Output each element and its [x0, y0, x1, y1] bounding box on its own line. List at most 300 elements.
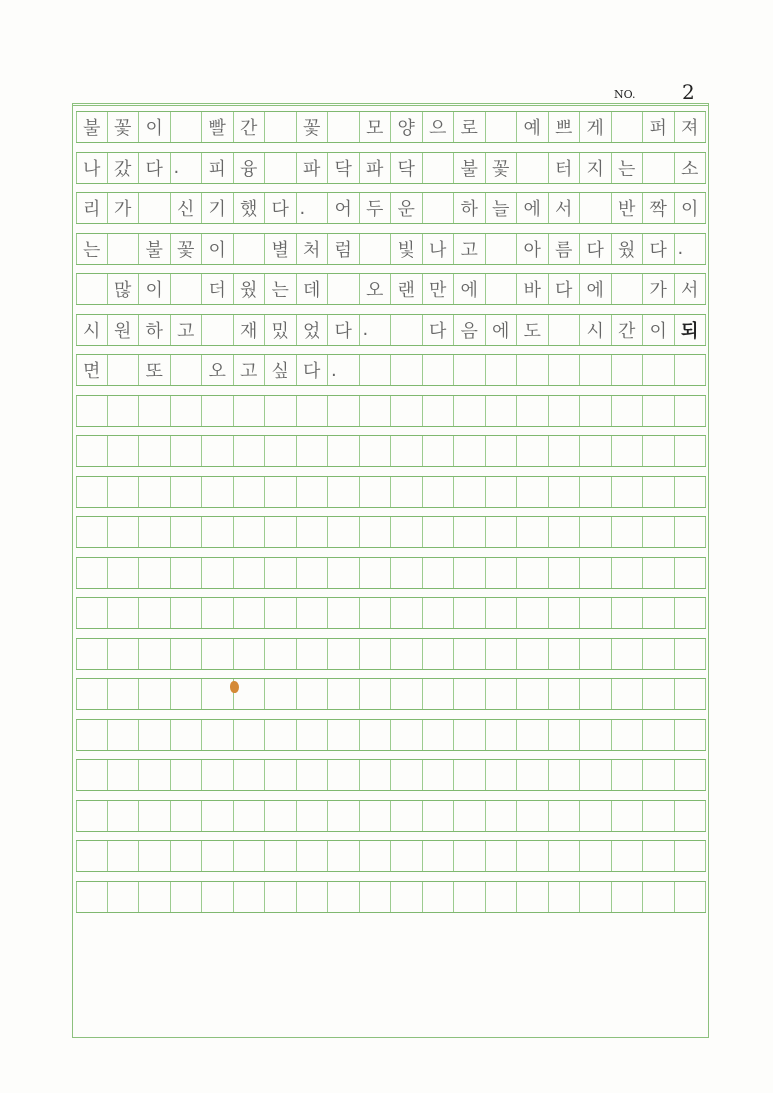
grid-cell: 밌 — [265, 315, 297, 345]
empty-cell — [391, 679, 423, 709]
empty-cell — [423, 517, 455, 547]
grid-cell: 는 — [612, 153, 644, 183]
empty-cell — [549, 598, 581, 628]
empty-cell — [328, 679, 360, 709]
empty-cell — [549, 436, 581, 466]
grid-cell: 다 — [328, 315, 360, 345]
grid-cell: 는 — [265, 274, 297, 304]
grid-cell — [454, 355, 486, 385]
grid-cell: 아 — [517, 234, 549, 264]
grid-cell — [139, 193, 171, 223]
grid-cell: 면 — [76, 355, 108, 385]
grid-cell — [423, 355, 455, 385]
empty-cell — [297, 558, 329, 588]
empty-row — [76, 759, 706, 791]
empty-cell — [202, 598, 234, 628]
writing-row — [76, 314, 706, 346]
writing-row — [76, 152, 706, 184]
grid-cell: 더 — [202, 274, 234, 304]
empty-cell — [202, 436, 234, 466]
grid-cell: 시 — [580, 315, 612, 345]
grid-cell: 빨 — [202, 112, 234, 142]
grid-cell: 빛 — [391, 234, 423, 264]
empty-row — [76, 557, 706, 589]
grid-cell — [517, 153, 549, 183]
empty-cell — [643, 558, 675, 588]
empty-cell — [328, 720, 360, 750]
empty-cell — [108, 841, 140, 871]
grid-cell: 다 — [643, 234, 675, 264]
empty-cell — [139, 801, 171, 831]
empty-cell — [171, 882, 203, 912]
grid-cell: 웠 — [234, 274, 266, 304]
empty-cell — [612, 882, 644, 912]
empty-cell — [643, 882, 675, 912]
empty-cell — [360, 396, 392, 426]
grid-cell — [549, 355, 581, 385]
empty-cell — [580, 598, 612, 628]
empty-row — [76, 476, 706, 508]
empty-cell — [171, 436, 203, 466]
empty-cell — [297, 801, 329, 831]
grid-cell: 불 — [76, 112, 108, 142]
empty-cell — [76, 801, 108, 831]
grid-cell — [612, 274, 644, 304]
empty-cell — [423, 558, 455, 588]
empty-cell — [328, 639, 360, 669]
empty-cell — [171, 639, 203, 669]
grid-cell: 가 — [643, 274, 675, 304]
empty-cell — [580, 720, 612, 750]
empty-cell — [423, 477, 455, 507]
empty-cell — [139, 396, 171, 426]
empty-cell — [108, 720, 140, 750]
empty-cell — [297, 436, 329, 466]
empty-cell — [580, 882, 612, 912]
empty-cell — [76, 558, 108, 588]
grid-cell — [265, 112, 297, 142]
writing-row — [76, 354, 706, 386]
empty-cell — [76, 598, 108, 628]
empty-cell — [328, 760, 360, 790]
grid-cell — [360, 355, 392, 385]
empty-cell — [297, 679, 329, 709]
empty-cell — [580, 396, 612, 426]
grid-cell: 고 — [171, 315, 203, 345]
empty-cell — [265, 396, 297, 426]
grid-cell: 오 — [202, 355, 234, 385]
grid-cell: 다 — [265, 193, 297, 223]
grid-cell: 럼 — [328, 234, 360, 264]
empty-cell — [612, 477, 644, 507]
grid-cell — [549, 315, 581, 345]
empty-row — [76, 638, 706, 670]
empty-cell — [76, 679, 108, 709]
grid-cell — [108, 234, 140, 264]
empty-cell — [328, 558, 360, 588]
empty-cell — [265, 598, 297, 628]
empty-cell — [76, 639, 108, 669]
empty-cell — [580, 558, 612, 588]
grid-cell — [423, 153, 455, 183]
grid-cell — [391, 355, 423, 385]
grid-cell — [202, 315, 234, 345]
grid-cell: 에 — [454, 274, 486, 304]
empty-cell — [108, 436, 140, 466]
empty-cell — [391, 841, 423, 871]
grid-cell — [108, 355, 140, 385]
empty-cell — [675, 760, 707, 790]
grid-cell: 되 — [675, 315, 707, 345]
grid-cell: 하 — [454, 193, 486, 223]
empty-cell — [297, 841, 329, 871]
empty-cell — [234, 882, 266, 912]
empty-cell — [391, 882, 423, 912]
grid-cell: . — [297, 193, 329, 223]
empty-cell — [139, 517, 171, 547]
empty-cell — [360, 882, 392, 912]
empty-cell — [549, 477, 581, 507]
empty-cell — [202, 720, 234, 750]
grid-cell: 꽃 — [486, 153, 518, 183]
empty-cell — [454, 841, 486, 871]
grid-cell: 에 — [580, 274, 612, 304]
empty-cell — [234, 396, 266, 426]
empty-cell — [580, 436, 612, 466]
grid-cell: 이 — [675, 193, 707, 223]
empty-cell — [108, 558, 140, 588]
grid-cell: 바 — [517, 274, 549, 304]
grid-cell — [423, 193, 455, 223]
empty-cell — [328, 477, 360, 507]
empty-cell — [76, 517, 108, 547]
grid-cell: 고 — [234, 355, 266, 385]
empty-cell — [328, 801, 360, 831]
empty-cell — [76, 720, 108, 750]
empty-cell — [454, 882, 486, 912]
empty-row — [76, 435, 706, 467]
empty-cell — [612, 841, 644, 871]
empty-cell — [171, 477, 203, 507]
empty-cell — [675, 679, 707, 709]
empty-cell — [328, 436, 360, 466]
empty-cell — [675, 639, 707, 669]
writing-row — [76, 111, 706, 143]
empty-cell — [139, 639, 171, 669]
empty-cell — [265, 720, 297, 750]
empty-cell — [675, 436, 707, 466]
empty-cell — [360, 517, 392, 547]
grid-cell — [265, 153, 297, 183]
empty-cell — [612, 679, 644, 709]
empty-cell — [423, 598, 455, 628]
grid-cell: 다 — [139, 153, 171, 183]
grid-cell — [486, 112, 518, 142]
empty-cell — [675, 801, 707, 831]
writing-row — [76, 233, 706, 265]
empty-cell — [643, 396, 675, 426]
empty-cell — [108, 517, 140, 547]
grid-cell: 반 — [612, 193, 644, 223]
empty-cell — [202, 477, 234, 507]
grid-cell: 져 — [675, 112, 707, 142]
empty-cell — [643, 760, 675, 790]
grid-cell: 게 — [580, 112, 612, 142]
empty-cell — [391, 598, 423, 628]
grid-cell: 양 — [391, 112, 423, 142]
grid-cell — [486, 355, 518, 385]
empty-cell — [139, 679, 171, 709]
empty-cell — [139, 760, 171, 790]
empty-cell — [108, 801, 140, 831]
empty-cell — [643, 679, 675, 709]
grid-cell: 고 — [454, 234, 486, 264]
grid-cell — [328, 112, 360, 142]
empty-cell — [108, 679, 140, 709]
grid-cell — [171, 112, 203, 142]
grid-cell — [76, 274, 108, 304]
page-number-label: NO. — [614, 88, 636, 101]
grid-cell: 나 — [423, 234, 455, 264]
grid-cell: 데 — [297, 274, 329, 304]
ink-stain — [230, 681, 239, 693]
empty-cell — [297, 517, 329, 547]
empty-cell — [360, 639, 392, 669]
empty-cell — [234, 720, 266, 750]
empty-cell — [517, 477, 549, 507]
empty-cell — [139, 477, 171, 507]
empty-cell — [171, 396, 203, 426]
grid-cell: 재 — [234, 315, 266, 345]
grid-cell: 예 — [517, 112, 549, 142]
empty-cell — [423, 801, 455, 831]
empty-cell — [360, 679, 392, 709]
empty-cell — [265, 841, 297, 871]
empty-cell — [454, 598, 486, 628]
grid-cell: . — [171, 153, 203, 183]
grid-cell: 는 — [76, 234, 108, 264]
grid-cell: 터 — [549, 153, 581, 183]
grid-cell: 간 — [612, 315, 644, 345]
empty-cell — [265, 679, 297, 709]
grid-cell: 원 — [108, 315, 140, 345]
empty-cell — [517, 882, 549, 912]
empty-cell — [486, 639, 518, 669]
grid-cell: . — [328, 355, 360, 385]
empty-row — [76, 395, 706, 427]
empty-cell — [423, 639, 455, 669]
empty-cell — [360, 558, 392, 588]
empty-cell — [265, 517, 297, 547]
empty-cell — [76, 841, 108, 871]
empty-cell — [580, 801, 612, 831]
grid-cell: 운 — [391, 193, 423, 223]
empty-cell — [423, 396, 455, 426]
grid-cell: 두 — [360, 193, 392, 223]
grid-cell: 다 — [580, 234, 612, 264]
empty-cell — [171, 760, 203, 790]
empty-cell — [486, 801, 518, 831]
grid-cell: 이 — [202, 234, 234, 264]
empty-row — [76, 840, 706, 872]
empty-cell — [580, 760, 612, 790]
empty-cell — [643, 801, 675, 831]
grid-cell: 또 — [139, 355, 171, 385]
empty-cell — [202, 558, 234, 588]
empty-cell — [360, 598, 392, 628]
grid-cell: 었 — [297, 315, 329, 345]
grid-cell: 에 — [517, 193, 549, 223]
empty-cell — [391, 517, 423, 547]
empty-cell — [423, 841, 455, 871]
grid-cell: 처 — [297, 234, 329, 264]
empty-cell — [423, 436, 455, 466]
empty-cell — [171, 558, 203, 588]
grid-cell: 닥 — [328, 153, 360, 183]
empty-cell — [517, 760, 549, 790]
grid-cell: . — [675, 234, 707, 264]
grid-cell: 오 — [360, 274, 392, 304]
grid-cell: 갔 — [108, 153, 140, 183]
grid-cell: 꽃 — [297, 112, 329, 142]
empty-cell — [517, 598, 549, 628]
empty-cell — [297, 396, 329, 426]
grid-cell: 많 — [108, 274, 140, 304]
grid-cell: 신 — [171, 193, 203, 223]
empty-cell — [517, 436, 549, 466]
empty-cell — [108, 598, 140, 628]
empty-cell — [76, 436, 108, 466]
empty-cell — [675, 396, 707, 426]
grid-cell: 꽃 — [171, 234, 203, 264]
empty-cell — [202, 517, 234, 547]
empty-cell — [108, 639, 140, 669]
empty-cell — [643, 517, 675, 547]
empty-row — [76, 597, 706, 629]
empty-cell — [675, 517, 707, 547]
grid-cell: 퍼 — [643, 112, 675, 142]
grid-cell: 기 — [202, 193, 234, 223]
empty-cell — [486, 760, 518, 790]
grid-cell: 만 — [423, 274, 455, 304]
grid-cell — [328, 274, 360, 304]
grid-cell: 융 — [234, 153, 266, 183]
grid-cell: 꽃 — [108, 112, 140, 142]
empty-row — [76, 881, 706, 913]
empty-cell — [486, 598, 518, 628]
empty-cell — [139, 558, 171, 588]
grid-cell — [391, 315, 423, 345]
grid-cell — [486, 234, 518, 264]
empty-cell — [328, 517, 360, 547]
grid-cell — [580, 193, 612, 223]
empty-cell — [517, 639, 549, 669]
empty-cell — [612, 396, 644, 426]
empty-cell — [108, 477, 140, 507]
empty-cell — [328, 841, 360, 871]
grid-cell: 랜 — [391, 274, 423, 304]
empty-cell — [297, 639, 329, 669]
empty-cell — [265, 436, 297, 466]
grid-cell: 파 — [297, 153, 329, 183]
grid-cell — [580, 355, 612, 385]
grid-cell: 하 — [139, 315, 171, 345]
empty-cell — [675, 841, 707, 871]
empty-cell — [171, 598, 203, 628]
empty-cell — [360, 436, 392, 466]
empty-cell — [549, 558, 581, 588]
empty-cell — [517, 558, 549, 588]
empty-cell — [580, 517, 612, 547]
grid-cell — [360, 234, 392, 264]
empty-cell — [486, 477, 518, 507]
grid-cell: 가 — [108, 193, 140, 223]
empty-cell — [391, 639, 423, 669]
empty-cell — [612, 639, 644, 669]
empty-cell — [675, 477, 707, 507]
empty-cell — [643, 841, 675, 871]
grid-cell: 했 — [234, 193, 266, 223]
empty-cell — [202, 679, 234, 709]
grid-cell — [486, 274, 518, 304]
grid-cell — [675, 355, 707, 385]
grid-cell: 음 — [454, 315, 486, 345]
empty-cell — [549, 882, 581, 912]
grid-cell: 웠 — [612, 234, 644, 264]
grid-cell — [171, 274, 203, 304]
grid-cell: 이 — [139, 112, 171, 142]
grid-cell: 도 — [517, 315, 549, 345]
empty-cell — [549, 720, 581, 750]
empty-cell — [517, 517, 549, 547]
empty-cell — [486, 841, 518, 871]
empty-cell — [139, 720, 171, 750]
grid-cell: 다 — [297, 355, 329, 385]
empty-cell — [360, 477, 392, 507]
page-number-value: 2 — [682, 80, 695, 104]
empty-cell — [517, 396, 549, 426]
empty-cell — [454, 639, 486, 669]
empty-cell — [265, 801, 297, 831]
empty-cell — [643, 436, 675, 466]
empty-cell — [391, 558, 423, 588]
empty-cell — [391, 760, 423, 790]
empty-cell — [612, 436, 644, 466]
empty-row — [76, 800, 706, 832]
grid-cell: 닥 — [391, 153, 423, 183]
empty-cell — [234, 436, 266, 466]
empty-cell — [486, 436, 518, 466]
grid-cell — [643, 153, 675, 183]
empty-cell — [486, 517, 518, 547]
empty-cell — [171, 841, 203, 871]
grid-cell: 별 — [265, 234, 297, 264]
empty-cell — [265, 639, 297, 669]
empty-cell — [517, 679, 549, 709]
grid-cell: 이 — [139, 274, 171, 304]
empty-cell — [391, 477, 423, 507]
grid-cell: 쁘 — [549, 112, 581, 142]
empty-cell — [265, 760, 297, 790]
grid-cell: 파 — [360, 153, 392, 183]
empty-cell — [423, 720, 455, 750]
empty-cell — [76, 760, 108, 790]
empty-cell — [297, 760, 329, 790]
grid-cell: 다 — [549, 274, 581, 304]
empty-cell — [234, 598, 266, 628]
empty-cell — [486, 882, 518, 912]
grid-cell: 모 — [360, 112, 392, 142]
